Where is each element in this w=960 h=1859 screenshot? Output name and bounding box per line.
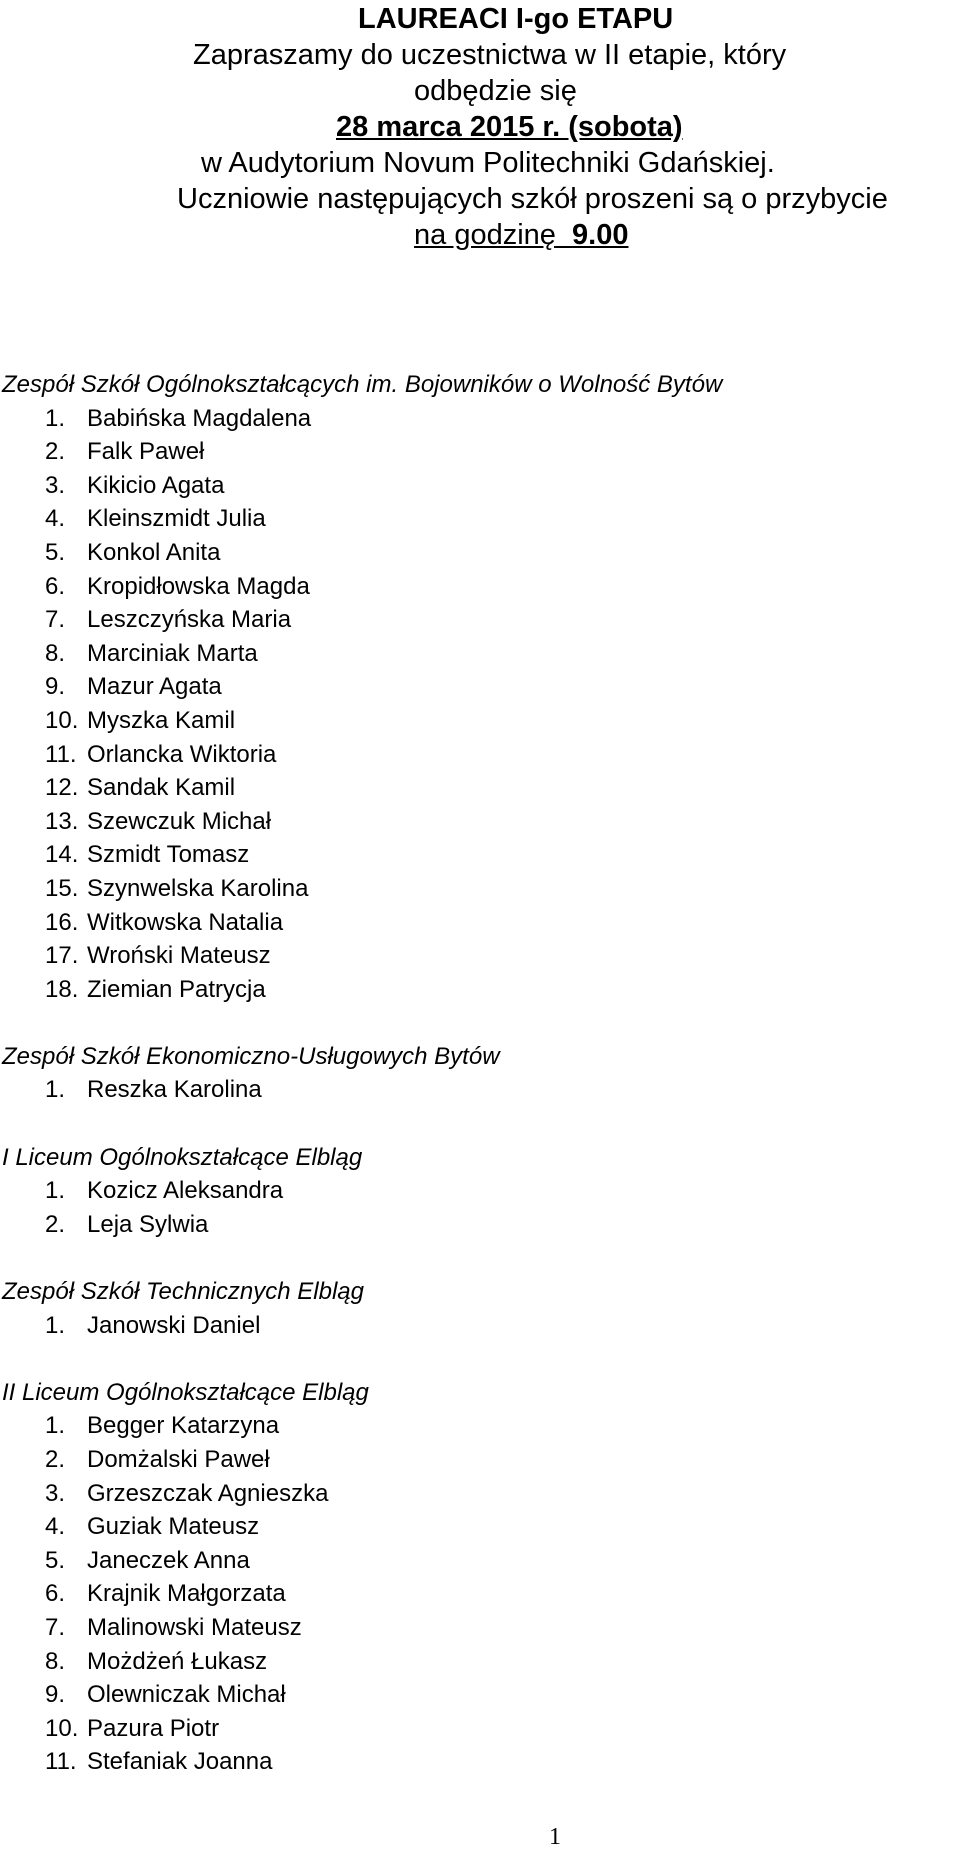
student-name: Mazur Agata	[87, 673, 222, 701]
student-number: 14.	[45, 841, 79, 869]
student-row	[0, 1577, 960, 1611]
student-row	[0, 872, 960, 906]
student-number: 2.	[45, 438, 66, 466]
student-name: Kleinszmidt Julia	[87, 505, 266, 533]
student-row	[0, 1409, 960, 1443]
student-name: Malinowski Mateusz	[87, 1613, 302, 1641]
arrival-time-prefix: na godzinę	[414, 219, 556, 251]
student-number: 13.	[45, 807, 79, 835]
student-row	[0, 1745, 960, 1779]
student-row	[0, 1712, 960, 1746]
page-title: LAUREACI I-go ETAPU	[358, 3, 674, 35]
student-row	[0, 1645, 960, 1679]
student-row	[0, 402, 960, 436]
student-name: Grzeszczak Agnieszka	[87, 1479, 329, 1507]
student-row	[0, 670, 960, 704]
student-name: Orlancka Wiktoria	[87, 740, 277, 768]
student-row	[0, 637, 960, 671]
student-name: Witkowska Natalia	[87, 908, 284, 936]
student-number: 7.	[45, 1613, 66, 1641]
student-number: 5.	[45, 1546, 66, 1574]
student-number: 1.	[45, 404, 66, 432]
student-name: Szewczuk Michał	[87, 807, 272, 835]
event-venue: w Audytorium Novum Politechniki Gdańskiej.	[201, 147, 775, 179]
student-row	[0, 1208, 960, 1242]
student-name: Guziak Mateusz	[87, 1513, 260, 1541]
student-number: 11.	[45, 1748, 77, 1776]
student-name: Marciniak Marta	[87, 639, 258, 667]
student-row	[0, 906, 960, 940]
laureates-list	[0, 368, 960, 1779]
student-number: 9.	[45, 673, 66, 701]
student-name: Reszka Karolina	[87, 1076, 262, 1104]
student-number: 6.	[45, 1580, 66, 1608]
student-name: Leszczyńska Maria	[87, 606, 292, 634]
student-name: Kozicz Aleksandra	[87, 1177, 284, 1205]
student-number: 3.	[45, 471, 66, 499]
page-number: 1	[549, 1824, 561, 1850]
student-row	[0, 1174, 960, 1208]
student-row	[0, 435, 960, 469]
student-number: 9.	[45, 1681, 66, 1709]
student-number: 18.	[45, 975, 79, 1003]
student-name: Janowski Daniel	[87, 1311, 261, 1339]
student-name: Domżalski Paweł	[87, 1446, 270, 1473]
student-number: 10.	[45, 706, 79, 734]
arrival-time-value: 9.00	[572, 219, 629, 251]
student-name: Babińska Magdalena	[87, 404, 312, 432]
student-name: Pazura Piotr	[87, 1714, 220, 1742]
student-name: Konkol Anita	[87, 538, 221, 566]
student-name: Ziemian Patrycja	[87, 975, 266, 1003]
student-row	[0, 838, 960, 872]
invitation-line-2: odbędzie się	[414, 75, 577, 107]
student-row	[0, 469, 960, 503]
student-number: 12.	[45, 774, 79, 802]
student-row	[0, 1678, 960, 1712]
student-number: 1.	[45, 1311, 66, 1339]
student-name: Begger Katarzyna	[87, 1412, 280, 1440]
student-number: 3.	[45, 1479, 66, 1507]
arrival-instruction: Uczniowie następujących szkół proszeni są o przybycie	[177, 183, 888, 215]
student-number: 8.	[45, 1647, 66, 1675]
student-row	[0, 805, 960, 839]
student-row	[0, 570, 960, 604]
student-name: Sandak Kamil	[87, 774, 236, 802]
student-row	[0, 502, 960, 536]
student-number: 16.	[45, 908, 79, 936]
student-row	[0, 704, 960, 738]
student-name: Stefaniak Joanna	[87, 1748, 273, 1776]
student-name: Janeczek Anna	[87, 1546, 250, 1574]
student-number: 1.	[45, 1412, 66, 1440]
student-number: 8.	[45, 639, 66, 667]
student-name: Możdżeń Łukasz	[87, 1647, 268, 1675]
arrival-time	[414, 218, 628, 252]
student-name: Kikicio Agata	[87, 471, 225, 499]
student-name: Szynwelska Karolina	[87, 874, 309, 902]
student-number: 7.	[45, 606, 66, 634]
student-row	[0, 973, 960, 1007]
school-heading: Zespół Szkół Ogólnokształcących im. Bojowników o Wolność Bytów	[2, 371, 723, 398]
student-row	[0, 1073, 960, 1107]
student-row	[0, 771, 960, 805]
student-number: 15.	[45, 874, 79, 902]
student-number: 2.	[45, 1446, 66, 1473]
student-number: 11.	[45, 740, 77, 768]
student-name: Olewniczak Michał	[87, 1681, 286, 1709]
school-heading: Zespół Szkół Technicznych Elbląg	[2, 1278, 364, 1306]
student-row	[0, 536, 960, 570]
student-name: Leja Sylwia	[87, 1210, 209, 1238]
student-row	[0, 1611, 960, 1645]
student-row	[0, 1510, 960, 1544]
student-number: 5.	[45, 538, 66, 566]
student-name: Falk Paweł	[87, 438, 205, 466]
student-number: 6.	[45, 572, 66, 600]
student-row	[0, 1309, 960, 1343]
student-number: 1.	[45, 1177, 66, 1205]
student-name: Szmidt Tomasz	[87, 841, 250, 869]
student-name: Krajnik Małgorzata	[87, 1580, 286, 1608]
student-number: 1.	[45, 1076, 66, 1104]
student-number: 10.	[45, 1714, 79, 1742]
student-number: 2.	[45, 1210, 66, 1238]
school-heading: I Liceum Ogólnokształcące Elbląg	[2, 1143, 363, 1171]
student-number: 17.	[45, 942, 79, 970]
invitation-line-1: Zapraszamy do uczestnictwa w II etapie, który	[193, 39, 787, 71]
student-name: Wroński Mateusz	[87, 942, 271, 970]
student-number: 4.	[45, 1513, 66, 1541]
student-name: Kropidłowska Magda	[87, 572, 310, 600]
school-heading: Zespół Szkół Ekonomiczno-Usługowych Bytów	[2, 1042, 500, 1070]
event-date: 28 marca 2015 r. (sobota)	[336, 111, 683, 143]
student-row	[0, 1477, 960, 1511]
student-row	[0, 1443, 960, 1477]
student-row	[0, 1544, 960, 1578]
student-name: Myszka Kamil	[87, 706, 236, 734]
student-row	[0, 939, 960, 973]
student-number: 4.	[45, 505, 66, 533]
school-heading: II Liceum Ogólnokształcące Elbląg	[2, 1378, 369, 1406]
student-row	[0, 603, 960, 637]
student-row	[0, 738, 960, 772]
